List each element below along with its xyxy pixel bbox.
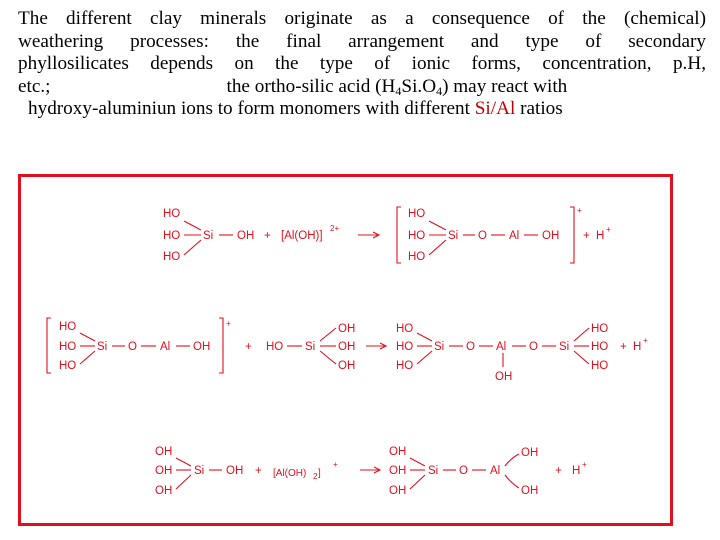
r3-bond-upper bbox=[505, 454, 519, 466]
r3-p-oh-2: OH bbox=[389, 465, 407, 477]
r3-si: Si bbox=[194, 465, 205, 477]
r2-p-si-1: Si bbox=[434, 341, 445, 353]
acid-sub-1: 4 bbox=[395, 83, 402, 98]
r1-bracket-right bbox=[570, 207, 574, 263]
r2-p-ho-4: HO bbox=[591, 323, 609, 335]
r2-p-al: Al bbox=[496, 341, 507, 353]
r2-h-charge: + bbox=[643, 336, 648, 345]
r1-p-plus: + bbox=[583, 230, 590, 242]
r2-oh: OH bbox=[193, 341, 211, 353]
r2-p-al-oh: OH bbox=[495, 371, 513, 383]
r1-oh: OH bbox=[237, 230, 255, 242]
r3-oh-2: OH bbox=[155, 465, 173, 477]
si-al-highlight: Si/Al bbox=[474, 98, 516, 120]
r2-p-ho-1: HO bbox=[396, 323, 414, 335]
r2-plus-2: + bbox=[620, 341, 627, 353]
r3-al-sub: 2 bbox=[313, 472, 318, 481]
r3-p-al: Al bbox=[490, 465, 501, 477]
r3-p-plus: + bbox=[555, 465, 562, 477]
reaction-1 bbox=[163, 206, 611, 263]
r1-ho-1: HO bbox=[163, 208, 181, 220]
r3-oh-4: OH bbox=[226, 465, 244, 477]
r3-oh-1: OH bbox=[155, 446, 173, 458]
reaction-2 bbox=[47, 318, 648, 383]
r3-h-charge: + bbox=[582, 460, 587, 469]
r2-bracket-right bbox=[219, 318, 223, 373]
r2-ho-3: HO bbox=[59, 360, 77, 372]
r2-p-o-2: O bbox=[529, 341, 538, 353]
r1-si: Si bbox=[203, 230, 214, 242]
paragraph-line-3: phyllosilicates depends on the type of ionic forms, concentration, p.H, bbox=[18, 53, 706, 75]
r1-h-charge: + bbox=[606, 225, 611, 234]
r2-p-ho-6: HO bbox=[591, 360, 609, 372]
r3-p-al-oh-1: OH bbox=[521, 447, 539, 459]
r1-al-complex: [Al(OH)] bbox=[281, 230, 323, 242]
r2-plus-1: + bbox=[245, 341, 252, 353]
r2-p-o-1: O bbox=[466, 341, 475, 353]
acid-text-a: the ortho-silic acid (H bbox=[226, 75, 396, 97]
line5-text-a: hydroxy-aluminiun ions to form monomers with different bbox=[28, 98, 475, 120]
r2-p-ho-5: HO bbox=[591, 341, 609, 353]
r1-p-ho-1: HO bbox=[408, 208, 426, 220]
r1-bracket-left bbox=[397, 207, 401, 263]
r2-ho-1: HO bbox=[59, 321, 77, 333]
r2-si: Si bbox=[97, 341, 108, 353]
r3-p-al-oh-2: OH bbox=[521, 485, 539, 497]
r2-al: Al bbox=[160, 341, 171, 353]
paragraph-line-1: The different clay minerals originate as a consequence of the (chemical) bbox=[18, 8, 706, 29]
r1-ho-3: HO bbox=[163, 251, 181, 263]
r3-al-complex-b: ] bbox=[318, 468, 321, 479]
r1-charge: 2+ bbox=[330, 224, 340, 233]
etc-text: etc.; bbox=[18, 75, 51, 97]
r2-oh-3: OH bbox=[338, 341, 356, 353]
r3-p-oh-3: OH bbox=[389, 485, 407, 497]
r2-ho-4: HO bbox=[266, 341, 284, 353]
r1-plus: + bbox=[264, 230, 271, 242]
r3-p-si: Si bbox=[428, 465, 439, 477]
r1-p-si: Si bbox=[448, 230, 459, 242]
r1-p-ho-2: HO bbox=[408, 230, 426, 242]
r1-p-o: O bbox=[478, 230, 487, 242]
r2-h: H bbox=[633, 341, 642, 353]
r2-ho-2: HO bbox=[59, 341, 77, 353]
acid-text-c: ) may react with bbox=[442, 75, 568, 97]
r3-h: H bbox=[572, 465, 581, 477]
r1-p-oh: OH bbox=[542, 230, 560, 242]
r1-ho-2: HO bbox=[163, 230, 181, 242]
acid-text-b: Si.O bbox=[401, 75, 437, 97]
acid-sub-2: 4 bbox=[436, 83, 443, 98]
r2-p-si-2: Si bbox=[559, 341, 570, 353]
r3-bond-lower bbox=[505, 475, 519, 488]
r2-p-ho-3: HO bbox=[396, 360, 414, 372]
r2-o: O bbox=[128, 341, 137, 353]
r1-p-ho-3: HO bbox=[408, 251, 426, 263]
r3-oh-3: OH bbox=[155, 485, 173, 497]
paragraph-line-2: weathering processes: the final arrangement and type of secondary bbox=[18, 30, 706, 52]
line5-text-b: ratios bbox=[515, 98, 563, 120]
r1-p-charge: + bbox=[577, 206, 582, 215]
reaction-3 bbox=[155, 446, 587, 497]
r1-p-al: Al bbox=[509, 230, 520, 242]
r3-p-oh-1: OH bbox=[389, 446, 407, 458]
r3-p-o: O bbox=[459, 465, 468, 477]
r2-p-ho-2: HO bbox=[396, 341, 414, 353]
r3-al-complex-a: [Al(OH) bbox=[273, 468, 307, 479]
r3-charge: + bbox=[333, 460, 338, 469]
r2-si-2: Si bbox=[305, 341, 316, 353]
r1-h: H bbox=[596, 230, 605, 242]
r2-oh-2: OH bbox=[338, 323, 356, 335]
r3-plus: + bbox=[255, 465, 262, 477]
r2-charge: + bbox=[226, 319, 231, 328]
r2-bracket-left bbox=[47, 318, 51, 373]
r2-oh-4: OH bbox=[338, 360, 356, 372]
